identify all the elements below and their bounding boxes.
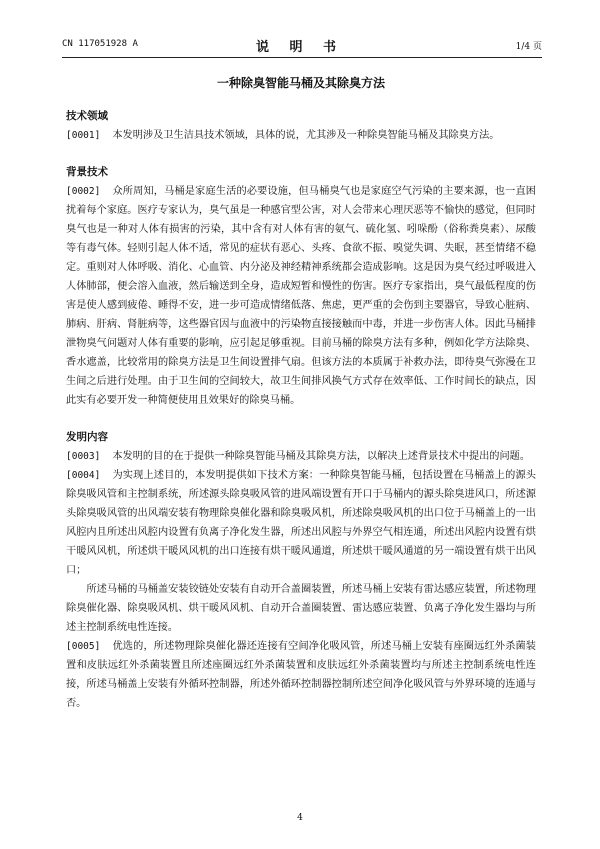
paragraph-number: [0002]	[66, 186, 101, 197]
header-divider	[62, 57, 542, 58]
paragraph-text: 为实现上述目的，本发明提供如下技术方案：一种除臭智能马桶，包括设置在马桶盖上的源头除臭吸风管和主控制系统，所述源头除臭吸风管的进风端设置有开口于马桶内的源头除臭进风口，所述源头除臭吸风管的出风端安装有物理除臭催化器和除臭吸风机，所述除臭吸风机的出口位于马桶盖上的一出风腔内且所述出风腔内设置有负离子净化发生器，所述出风腔与外界空气相连通，所述出风腔内设置有烘干暖风风机，所述烘干暖风风机的出口连接有烘干暖风通道，所述烘干暖风通道的另一端设置有烘干出风口；	[66, 470, 536, 576]
section-heading-background: 背景技术	[66, 166, 108, 178]
page-number: 4	[297, 813, 303, 823]
paragraph-0003	[66, 447, 536, 466]
document-body	[66, 74, 536, 713]
paragraph-number: [0001]	[66, 130, 101, 141]
section-heading-summary: 发明内容	[66, 431, 108, 443]
paragraph-0001	[66, 126, 536, 145]
paragraph-text: 众所周知，马桶是家庭生活的必要设施，但马桶臭气也是家庭空气污染的主要来源，也一直困扰着每个家庭。医疗专家认为，臭气虽是一种感官型公害，对人会带来心理厌恶等不愉快的感觉，但同时臭气也是一种对人体有损害的污染，其中含有对人体有害的氨气、硫化氢、吲哚酚（俗称粪臭素）、尿酸等有毒气体。轻则引起人体不适，常见的症状有恶心、头疼、食欲不振、嗅觉失调、失眠，甚至情绪不稳定。重则对人体呼吸、消化、心血管、内分泌及神经精神系统都会造成影响。这是因为臭气经过呼吸进入人体肺部，便会溶入血液，然后输送到全身，造成短暂和慢性的伤害。医疗专家指出，臭气最低程度的伤害是使人感到疲倦、睡得不安，进一步可造成情绪低落、焦虑，更严重的会伤到主要器官，导致心脏病、肺病、肝病、肾脏病等，这些器官因与血液中的污染物直接接触而中毒，并进一步伤害人体。因此马桶排泄物臭气问题对人体有重要的影响，应引起足够重视。目前马桶的除臭方法有多种，例如化学方法除臭、香水遮盖，比较常用的除臭方法是卫生间设置排气扇。但该方法的本质属于补救办法，即待臭气弥漫在卫生间之后进行处理。由于卫生间的空间较大，故卫生间排风换气方式存在效率低、工作时间长的缺点，因此实有必要开发一种简便使用且效果好的除臭马桶。	[66, 186, 536, 406]
section-heading-field: 技术领域	[66, 110, 108, 122]
paragraph-0005	[66, 637, 536, 713]
paragraph-text: 优选的，所述物理除臭催化器还连接有空间净化吸风管，所述马桶上安装有座圈远红外杀菌装置和皮肤远红外杀菌装置且所述座圈远红外杀菌装置和皮肤远红外杀菌装置均与所述主控制系统电性连接，所述马桶盖上安装有外循环控制器，所述外循环控制器控制所述空间净化吸风管与外界环境的连通与否。	[66, 641, 536, 709]
paragraph-text: 本发明的目的在于提供一种除臭智能马桶及其除臭方法，以解决上述背景技术中提出的问题。	[112, 451, 531, 462]
document-type: 说 明 书	[255, 40, 345, 55]
page-info: 1/4 页	[515, 42, 542, 52]
paragraph-text: 本发明涉及卫生洁具技术领域，具体的说，尤其涉及一种除臭智能马桶及其除臭方法。	[112, 130, 500, 141]
paragraph-number: [0005]	[66, 641, 101, 652]
patent-number: CN 117051928 A	[62, 39, 138, 49]
page-header	[0, 36, 600, 56]
document-title: 一种除臭智能马桶及其除臭方法	[216, 76, 385, 90]
paragraph-number: [0004]	[66, 470, 101, 481]
paragraph-number: [0003]	[66, 451, 101, 462]
paragraph-0004	[66, 466, 536, 580]
paragraph-0002	[66, 182, 536, 410]
paragraph-0004-continued: 所述马桶的马桶盖安装铰链处安装有自动开合盖圈装置，所述马桶上安装有雷达感应装置，所述物理除臭催化器、除臭吸风机、烘干暖风风机、自动开合盖圈装置、雷达感应装置、负离子净化发生器均与所述主控制系统电性连接。	[66, 584, 536, 633]
